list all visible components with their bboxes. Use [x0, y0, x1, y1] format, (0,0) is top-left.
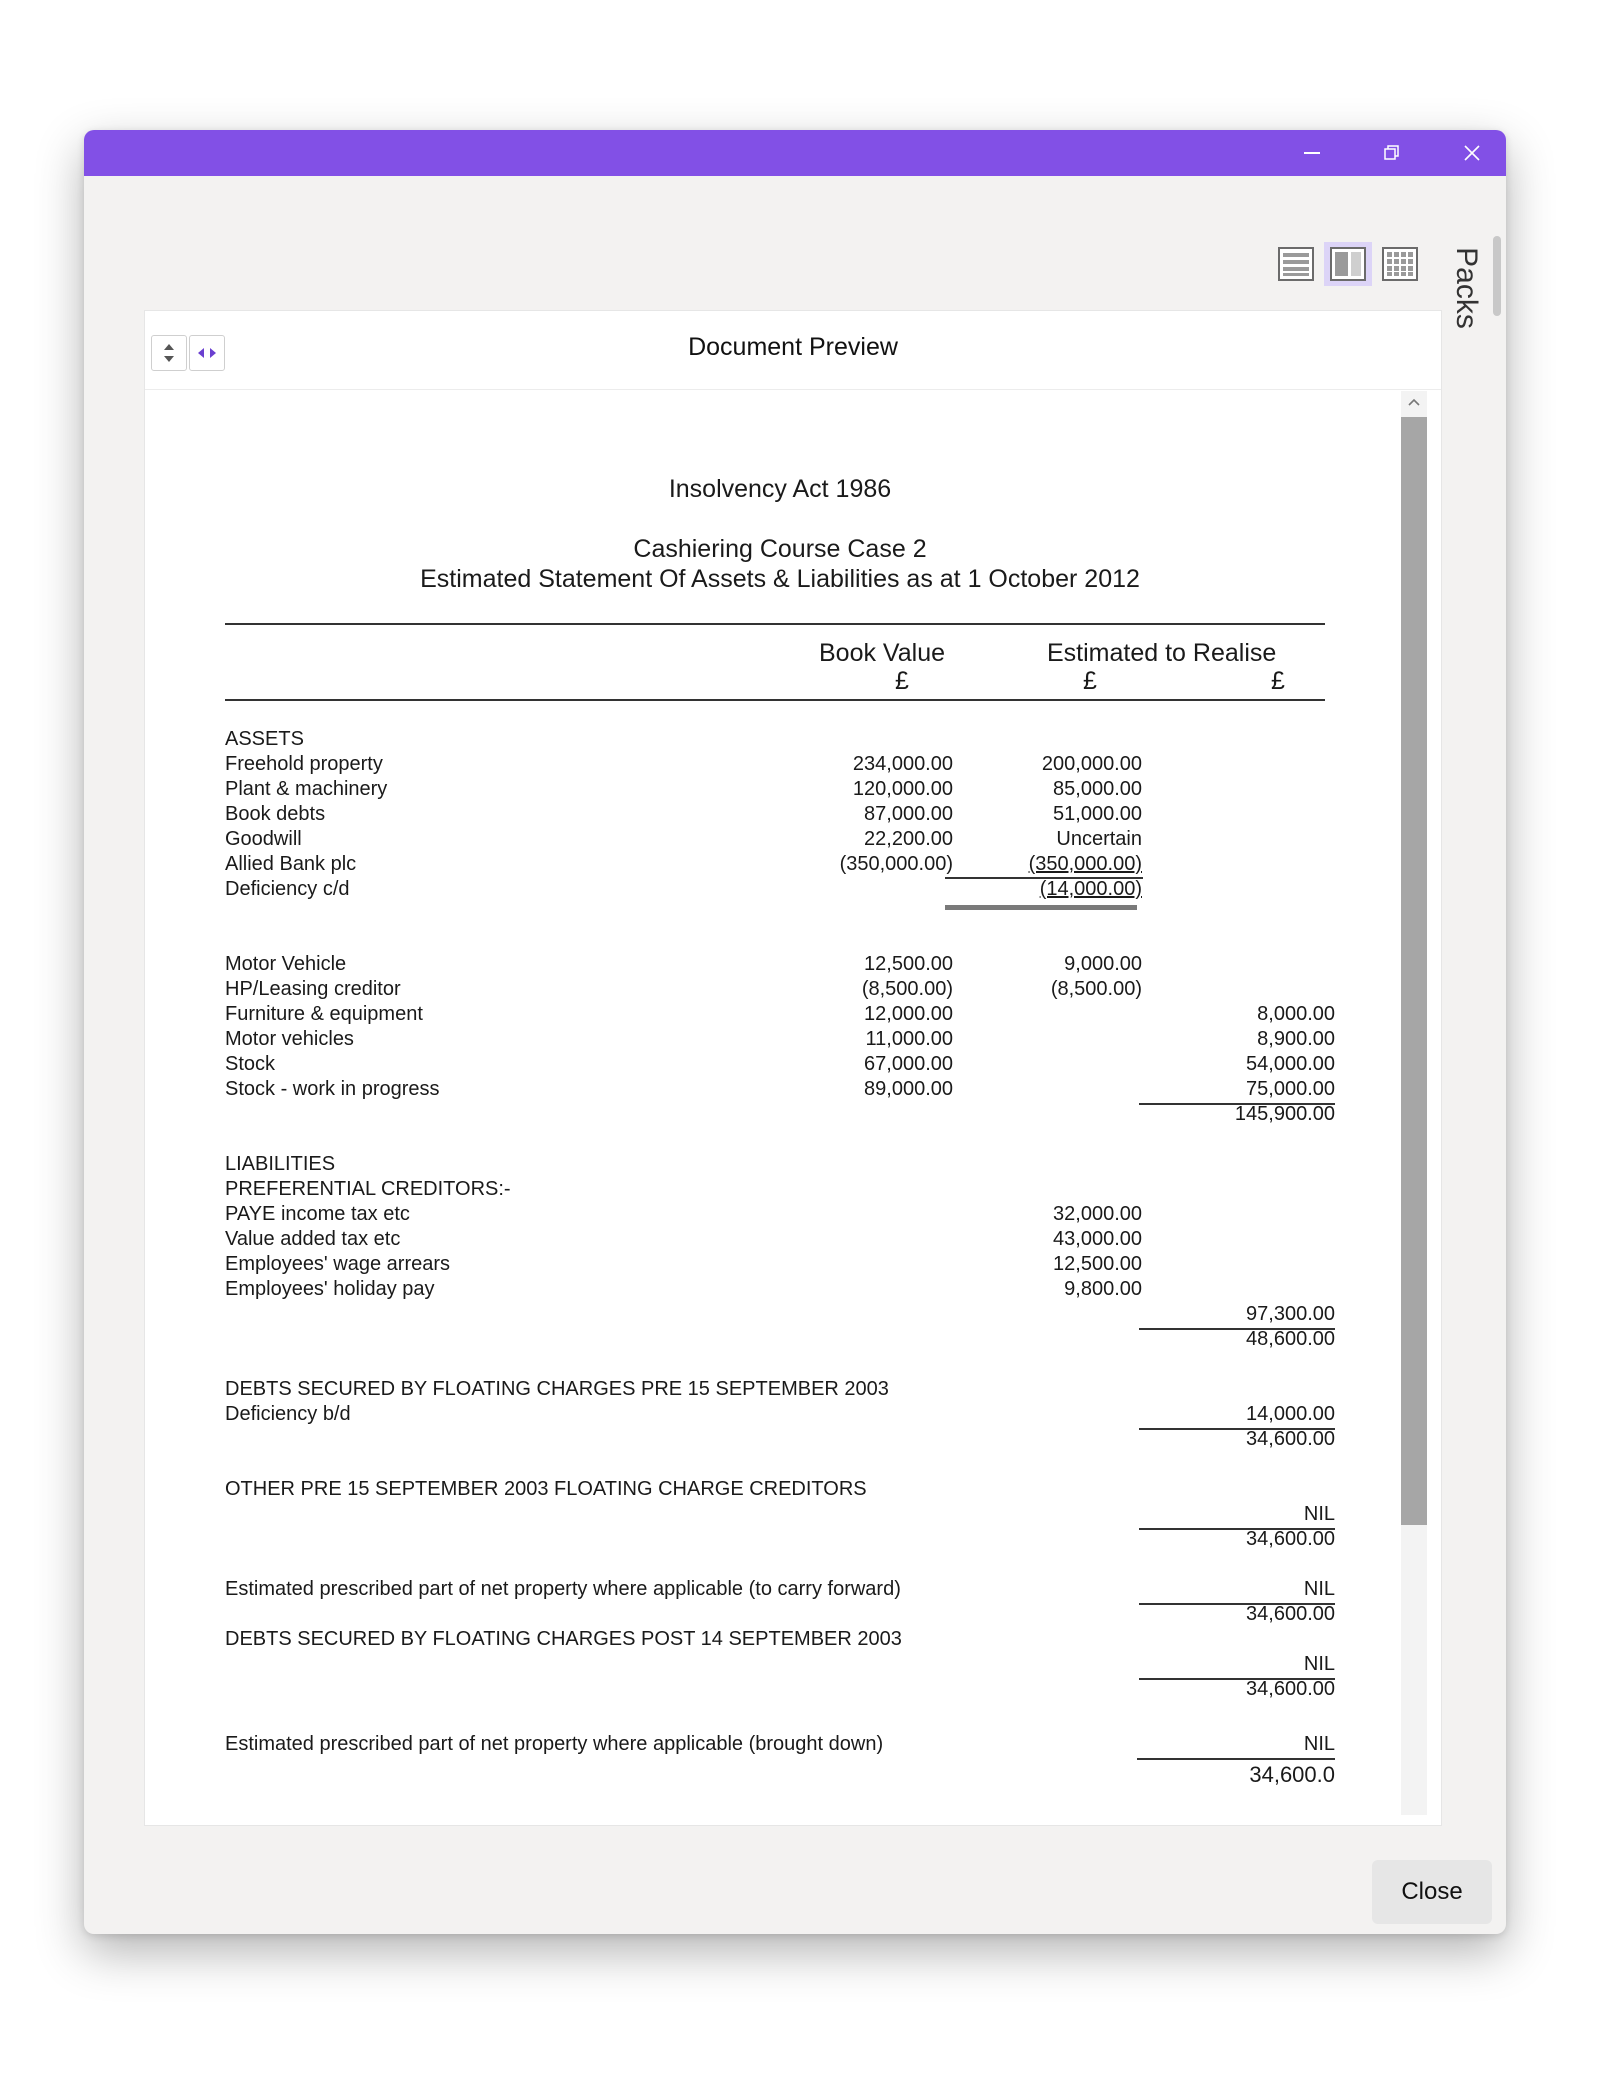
estimate-value: 9,000.00	[1064, 953, 1142, 975]
prescribed-bd-value: NIL	[1303, 1733, 1335, 1755]
floating-post-value: NIL	[1303, 1653, 1335, 1675]
list-item: Plant & machinery	[225, 778, 388, 800]
preview-title: Document Preview	[688, 333, 898, 361]
preferential-balance: 48,600.00	[1246, 1328, 1335, 1350]
book-value: 87,000.00	[864, 803, 953, 825]
restore-icon	[1383, 144, 1401, 162]
list-view-button[interactable]	[1272, 242, 1320, 286]
book-value: (350,000.00)	[839, 853, 953, 875]
book-value-heading: Book Value	[819, 639, 946, 667]
other-floating-value: NIL	[1303, 1503, 1335, 1525]
list-item: Goodwill	[225, 828, 302, 850]
total-value: 54,000.00	[1246, 1053, 1335, 1075]
close-icon	[1463, 144, 1481, 162]
close-button[interactable]: Close	[1372, 1860, 1492, 1924]
preferential-heading: PREFERENTIAL CREDITORS:-	[225, 1178, 511, 1200]
minimize-icon	[1304, 152, 1320, 154]
document-page-view[interactable]	[151, 391, 1393, 1815]
total-value: 8,900.00	[1257, 1028, 1335, 1050]
split-view-icon	[1330, 247, 1366, 281]
subtotal-rule	[1137, 1758, 1335, 1760]
statement-title: Estimated Statement Of Assets & Liabilities as at 1 October 2012	[420, 565, 1140, 593]
minimize-button[interactable]	[1272, 130, 1352, 176]
list-item: Employees' holiday pay	[225, 1278, 435, 1300]
section-total: 145,900.00	[1234, 1103, 1335, 1125]
book-value: 12,500.00	[864, 953, 953, 975]
book-value: 12,000.00	[864, 1003, 953, 1025]
list-item: PAYE income tax etc	[225, 1203, 410, 1225]
other-floating-balance: 34,600.00	[1246, 1528, 1335, 1550]
book-value: (8,500.00)	[861, 978, 953, 1000]
document-preview-window	[84, 130, 1506, 1934]
book-value: 11,000.00	[865, 1028, 953, 1050]
grid-view-button[interactable]	[1376, 242, 1424, 286]
estimate-value: (14,000.00)	[1039, 878, 1142, 900]
floating-charges-pre-heading: DEBTS SECURED BY FLOATING CHARGES PRE 15 SEPTEMBER 2003	[225, 1378, 889, 1400]
case-title: Cashiering Course Case 2	[633, 535, 927, 563]
estimate-value: 85,000.00	[1053, 778, 1142, 800]
list-item: Furniture & equipment	[225, 1003, 423, 1025]
list-item: Employees' wage arrears	[225, 1253, 451, 1275]
prescribed-cf-value: NIL	[1303, 1578, 1335, 1600]
total-value: 75,000.00	[1246, 1078, 1335, 1100]
document-preview-panel	[144, 310, 1442, 1826]
list-item: HP/Leasing creditor	[225, 978, 401, 1000]
other-floating-heading: OTHER PRE 15 SEPTEMBER 2003 FLOATING CHARGE CREDITORS	[225, 1478, 867, 1500]
double-rule	[945, 905, 1137, 910]
list-item: Book debts	[225, 803, 326, 825]
split-view-button[interactable]	[1324, 242, 1372, 286]
book-currency: £	[895, 667, 909, 695]
list-item: Deficiency c/d	[225, 878, 350, 900]
close-window-button[interactable]	[1432, 130, 1506, 176]
prescribed-cf-label: Estimated prescribed part of net property where applicable (to carry forward)	[225, 1578, 901, 1600]
chevron-up-icon	[1407, 397, 1421, 407]
list-item: Stock	[225, 1053, 276, 1075]
preferential-total: 97,300.00	[1246, 1303, 1335, 1325]
list-item: Stock - work in progress	[225, 1078, 440, 1100]
act-title: Insolvency Act 1986	[668, 475, 892, 503]
book-value: 120,000.00	[852, 778, 953, 800]
estimate-currency: £	[1083, 667, 1097, 695]
estimate-value: 32,000.00	[1053, 1203, 1142, 1225]
estimate-value: 43,000.00	[1053, 1228, 1142, 1250]
estimate-value: (8,500.00)	[1050, 978, 1142, 1000]
estimate-value: (350,000.00)	[1028, 853, 1142, 875]
list-view-icon	[1278, 247, 1314, 281]
estimate-value: Uncertain	[1056, 828, 1142, 850]
estimate-value: 12,500.00	[1053, 1253, 1142, 1275]
scroll-up-button[interactable]	[1401, 391, 1427, 413]
header-bottom-rule	[225, 699, 1325, 701]
prescribed-bd-balance: 34,600.0	[1249, 1762, 1335, 1787]
book-value: 22,200.00	[864, 828, 953, 850]
estimate-value: 200,000.00	[1041, 753, 1142, 775]
preview-header	[145, 311, 1441, 390]
list-item: Freehold property	[225, 753, 383, 775]
total-value: 8,000.00	[1257, 1003, 1335, 1025]
floating-post-balance: 34,600.00	[1246, 1678, 1335, 1700]
deficiency-bd-value: 14,000.00	[1246, 1403, 1335, 1425]
document-scrollbar[interactable]	[1401, 391, 1427, 1815]
list-item: Motor Vehicle	[225, 953, 347, 975]
scroll-thumb[interactable]	[1401, 417, 1427, 1525]
assets-heading: ASSETS	[225, 728, 304, 750]
grid-view-icon	[1382, 247, 1418, 281]
list-item: Allied Bank plc	[225, 853, 357, 875]
side-scrollbar[interactable]	[1493, 236, 1501, 316]
view-toolbar	[1272, 242, 1424, 286]
packs-tab[interactable]	[1436, 228, 1496, 348]
deficiency-bd-label: Deficiency b/d	[225, 1403, 351, 1425]
list-item: Motor vehicles	[225, 1028, 354, 1050]
floating-pre-balance: 34,600.00	[1246, 1428, 1335, 1450]
prescribed-bd-label: Estimated prescribed part of net property where applicable (brought down)	[225, 1733, 884, 1755]
liabilities-heading: LIABILITIES	[225, 1153, 336, 1175]
title-bar	[84, 130, 1506, 176]
estimate-value: 51,000.00	[1053, 803, 1142, 825]
header-top-rule	[225, 623, 1325, 625]
book-value: 67,000.00	[864, 1053, 953, 1075]
estimated-heading: Estimated to Realise	[1047, 639, 1277, 667]
floating-charges-post-heading: DEBTS SECURED BY FLOATING CHARGES POST 14 SEPTEMBER 2003	[225, 1628, 902, 1650]
prescribed-cf-balance: 34,600.00	[1246, 1603, 1335, 1625]
estimate-value: 9,800.00	[1064, 1278, 1142, 1300]
packs-label: Packs	[1450, 247, 1484, 329]
list-item: Value added tax etc	[225, 1228, 401, 1250]
total-currency: £	[1271, 667, 1285, 695]
book-value: 234,000.00	[852, 753, 953, 775]
restore-button[interactable]	[1352, 130, 1432, 176]
book-value: 89,000.00	[864, 1078, 953, 1100]
